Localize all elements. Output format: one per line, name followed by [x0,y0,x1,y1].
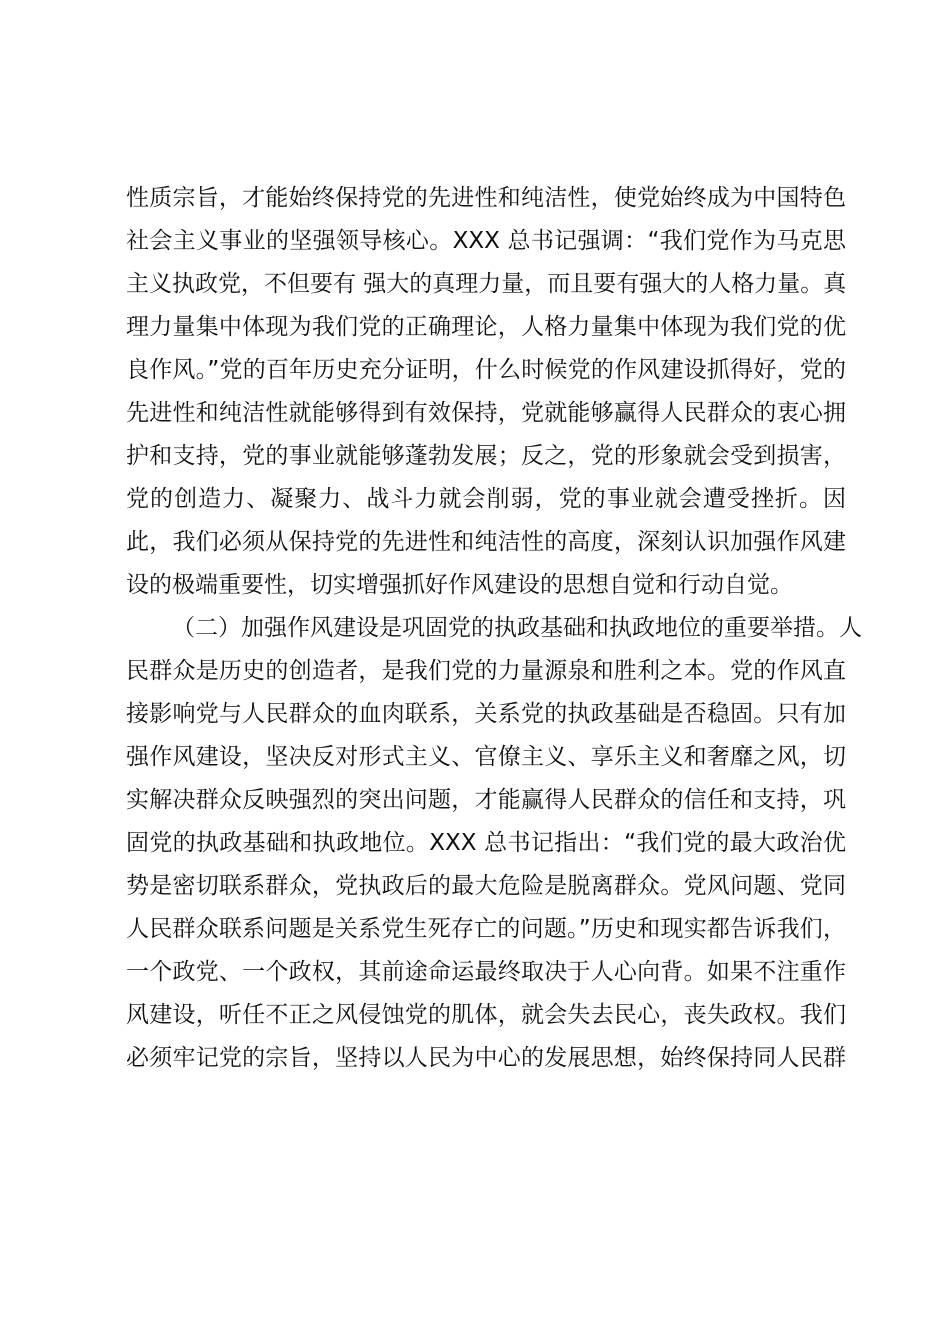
text-line: 主义执政党，不但要有 强大的真理力量，而且要有强大的人格力量。真 [126,271,847,297]
paragraph-heading-line: （二）加强作风建设是巩固党的执政基础和执政地位的重要举措。人 [172,615,862,641]
text-line: 党的创造力、凝聚力、战斗力就会削弱，党的事业就会遭受挫折。因 [126,486,846,512]
text-line: 实解决群众反映强烈的突出问题，才能赢得人民群众的信任和支持，巩 [126,787,846,813]
text-line: 人民群众联系问题是关系党生死存亡的问题。”历史和现实都告诉我们， [126,916,846,942]
text-line: 风建设，听任不正之风侵蚀党的肌体，就会失去民心，丧失政权。我们 [126,1002,846,1028]
text-line: 强作风建设，坚决反对形式主义、官僚主义、享乐主义和奢靡之风，切 [126,744,846,770]
text-line: 社会主义事业的坚强领导核心。XXX 总书记强调：“我们党作为马克思 [126,228,846,254]
text-line: 先进性和纯洁性就能够得到有效保持，党就能够赢得人民群众的衷心拥 [126,400,846,426]
text-line: 一个政党、一个政权，其前途命运最终取决于人心向背。如果不注重作 [126,959,846,985]
text-line: 接影响党与人民群众的血肉联系，关系党的执政基础是否稳固。只有加 [126,701,846,727]
text-line: 固党的执政基础和执政地位。XXX 总书记指出：“我们党的最大政治优 [126,830,846,856]
text-line: 护和支持，党的事业就能够蓬勃发展；反之，党的形象就会受到损害， [126,443,846,469]
text-line: 设的极端重要性，切实增强抓好作风建设的思想自觉和行动自觉。 [126,572,793,598]
text-line: 良作风。”党的百年历史充分证明，什么时候党的作风建设抓得好，党的 [126,357,846,383]
text-line: 势是密切联系群众，党执政后的最大危险是脱离群众。党风问题、党同 [126,873,846,899]
text-line: 此，我们必须从保持党的先进性和纯洁性的高度，深刻认识加强作风建 [126,529,846,555]
text-line: 理力量集中体现为我们党的正确理论，人格力量集中体现为我们党的优 [126,314,846,340]
text-line: 民群众是历史的创造者，是我们党的力量源泉和胜利之本。党的作风直 [126,658,846,684]
text-line: 必须牢记党的宗旨，坚持以人民为中心的发展思想，始终保持同人民群 [126,1045,846,1071]
text-line: 性质宗旨，才能始终保持党的先进性和纯洁性，使党始终成为中国特色 [126,185,846,211]
